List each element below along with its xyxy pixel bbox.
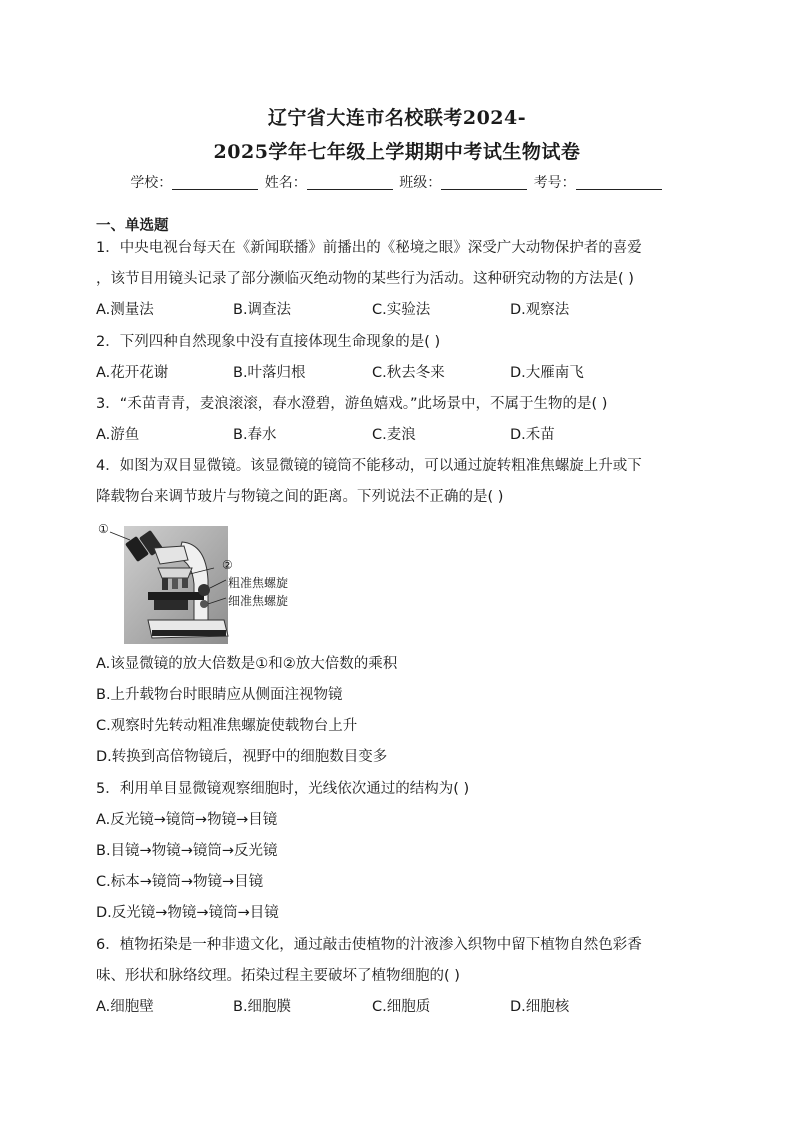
option-d: D.禾苗	[510, 427, 555, 443]
coarse-focus-label: 粗准焦螺旋	[228, 576, 289, 590]
fine-focus-label: 细准焦螺旋	[228, 594, 289, 608]
question-4-line-2: 降载物台来调节玻片与物镜之间的距离。下列说法不正确的是( )	[96, 489, 504, 505]
option-c: C.实验法	[372, 302, 431, 318]
question-4-option-c: C.观察时先转动粗准焦螺旋使载物台上升	[96, 718, 358, 734]
objective-label: ②	[222, 558, 233, 572]
question-4-option-d: D.转换到高倍物镜后，视野中的细胞数目变多	[96, 749, 388, 765]
option-a: A.测量法	[96, 302, 154, 318]
question-6-options	[96, 992, 696, 1023]
option-a: A.花开花谢	[96, 365, 169, 381]
option-a: A.游鱼	[96, 427, 140, 443]
coarse-focus-knob	[198, 584, 210, 596]
option-b: B.调查法	[233, 302, 292, 318]
question-2-line-1: 2．下列四种自然现象中没有直接体现生命现象的是( )	[96, 334, 441, 350]
question-6-line-1: 6．植物拓染是一种非遗文化，通过敲击使植物的汁液渗入织物中留下植物自然色彩香	[96, 937, 642, 953]
exam-number-label: 考号：	[533, 175, 576, 191]
objective-lens	[162, 578, 168, 590]
option-c: C.麦浪	[372, 427, 416, 443]
fine-focus-knob	[200, 600, 208, 608]
question-4-option-b: B.上升载物台时眼睛应从侧面注视物镜	[96, 687, 343, 703]
question-3-options	[96, 420, 696, 451]
question-1-line-2: ，该节目用镜头记录了部分濒临灭绝动物的某些行为活动。这种研究动物的方法是( )	[96, 271, 634, 287]
option-d: D.观察法	[510, 302, 570, 318]
option-d: D.细胞核	[510, 999, 570, 1015]
question-5-option-a: A.反光镜→镜筒→物镜→目镜	[96, 812, 278, 828]
class-label: 班级：	[399, 175, 442, 191]
eyepiece-label: ①	[98, 522, 109, 536]
question-5-line-1: 5．利用单目显微镜观察细胞时，光线依次通过的结构为( )	[96, 781, 470, 797]
question-5-option-d: D.反光镜→物镜→镜筒→目镜	[96, 905, 279, 921]
option-c: C.秋去冬来	[372, 365, 445, 381]
option-d: D.大雁南飞	[510, 365, 584, 381]
question-1-line-1: 1．中央电视台每天在《新闻联播》前播出的《秘境之眼》深受广大动物保护者的喜爱	[96, 240, 642, 256]
student-info-row	[0, 172, 794, 192]
question-4-option-a: A.该显微镜的放大倍数是①和②放大倍数的乘积	[96, 656, 398, 672]
class-blank	[441, 175, 527, 190]
microscope-figure	[96, 520, 306, 646]
name-blank	[307, 175, 393, 190]
option-b: B.细胞膜	[233, 999, 292, 1015]
exam-title-line2: 2025学年七年级上学期期中考试生物试卷	[213, 141, 581, 163]
school-blank	[172, 175, 258, 190]
question-2-options	[96, 358, 696, 389]
microscope-stage	[148, 592, 204, 600]
question-6-line-2: 味、形状和脉络纹理。拓染过程主要破坏了植物细胞的( )	[96, 968, 460, 984]
option-c: C.细胞质	[372, 999, 431, 1015]
school-label: 学校：	[130, 175, 173, 191]
question-5-option-b: B.目镜→物镜→镜筒→反光镜	[96, 843, 278, 859]
option-b: B.春水	[233, 427, 277, 443]
question-3-line-1: 3．“禾苗青青，麦浪滚滚，春水澄碧，游鱼嬉戏。”此场景中，不属于生物的是( )	[96, 396, 608, 412]
question-5-option-c: C.标本→镜筒→物镜→目镜	[96, 874, 264, 890]
option-a: A.细胞壁	[96, 999, 154, 1015]
option-b: B.叶落归根	[233, 365, 306, 381]
question-4-line-1: 4．如图为双目显微镜。该显微镜的镜筒不能移动，可以通过旋转粗准焦螺旋上升或下	[96, 458, 642, 474]
exam-number-blank	[576, 175, 662, 190]
name-label: 姓名：	[264, 175, 307, 191]
question-1-options	[96, 295, 696, 326]
section-title: 一、单选题	[96, 218, 169, 234]
exam-title-line1: 辽宁省大连市名校联考2024-	[267, 107, 527, 129]
